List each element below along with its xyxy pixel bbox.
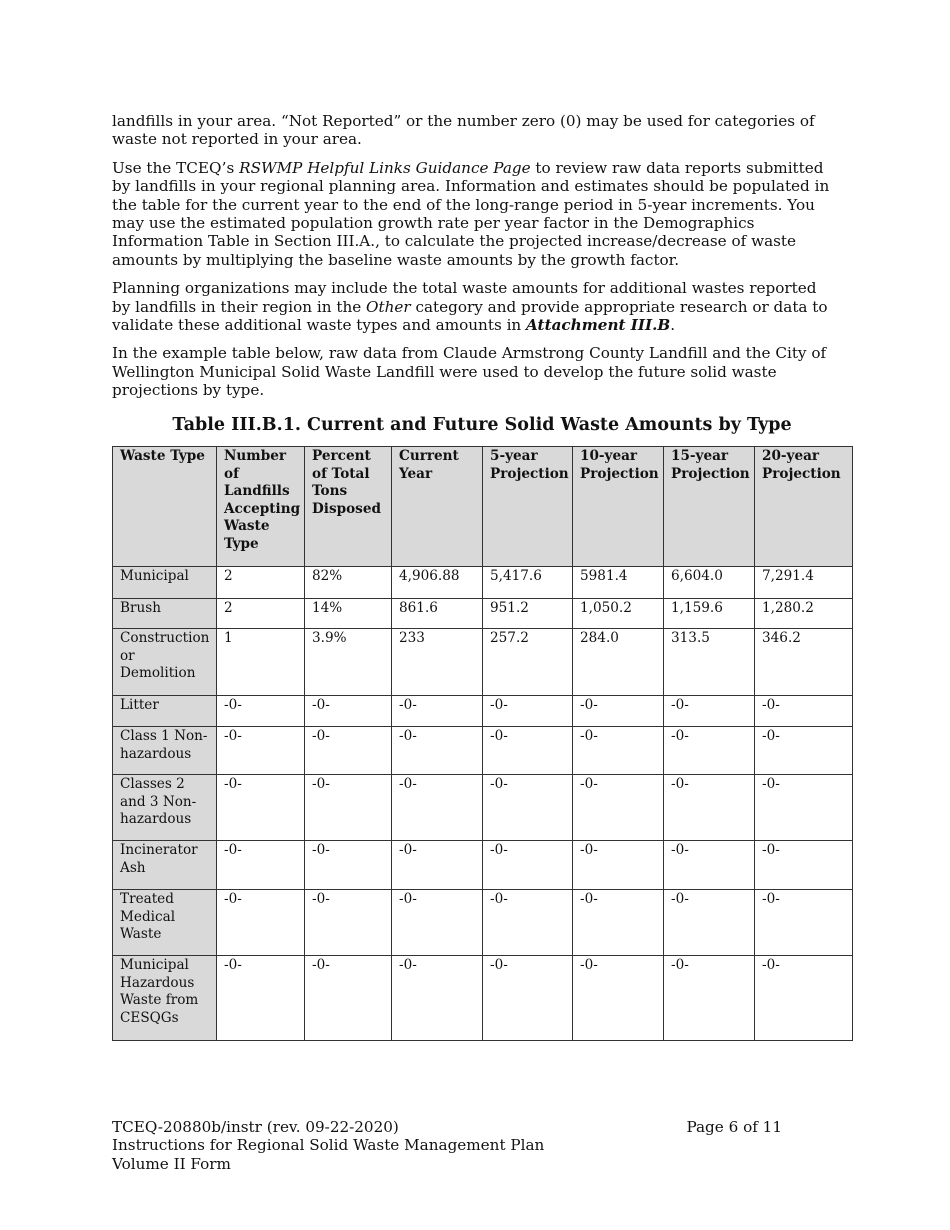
table-cell: 257.2 — [483, 629, 573, 696]
page-footer — [112, 1118, 782, 1173]
table-cell: -0- — [755, 727, 853, 775]
paragraph-1: landfills in your area. “Not Reported” or the number zero (0) may be used for categories of waste not reported in your area. — [112, 112, 815, 149]
waste-type-cell: Classes 2 and 3 Non-hazardous — [113, 775, 217, 841]
table-cell: 2 — [217, 567, 305, 599]
table-cell: -0- — [755, 841, 853, 890]
table-cell: -0- — [573, 727, 664, 775]
table-cell: -0- — [573, 696, 664, 727]
table-row — [113, 727, 853, 775]
table-cell: -0- — [217, 956, 305, 1041]
table-row — [113, 567, 853, 599]
paragraph-3 — [112, 279, 838, 334]
table-cell: -0- — [573, 775, 664, 841]
footer-title-line-1: Instructions for Regional Solid Waste Management Plan — [112, 1136, 545, 1155]
paragraph-2 — [112, 159, 838, 269]
table-cell: -0- — [573, 841, 664, 890]
table-cell: -0- — [483, 696, 573, 727]
guidance-page-link: RSWMP Helpful Links Guidance Page — [239, 158, 531, 177]
table-cell: -0- — [664, 890, 755, 956]
table-cell: -0- — [483, 890, 573, 956]
footer-title-line-2: Volume II Form — [112, 1154, 231, 1173]
table-cell: 861.6 — [392, 599, 483, 629]
table-cell: -0- — [483, 775, 573, 841]
table-cell: 7,291.4 — [755, 567, 853, 599]
waste-amounts-table — [112, 446, 853, 1041]
header-cell: Waste Type — [113, 447, 217, 567]
header-cell: 10-year Projection — [573, 447, 664, 567]
form-id: TCEQ-20880b/instr (rev. 09-22-2020) — [112, 1118, 399, 1136]
header-cell: 20-year Projection — [755, 447, 853, 567]
other-category-term: Other — [366, 297, 411, 316]
header-cell: Current Year — [392, 447, 483, 567]
table-cell: 346.2 — [755, 629, 853, 696]
table-cell: -0- — [392, 841, 483, 890]
table-cell: 1,159.6 — [664, 599, 755, 629]
header-cell: Number of Landfills Accepting Waste Type — [217, 447, 305, 567]
paragraph-4: In the example table below, raw data from Claude Armstrong County Landfill and the City of Wellington Municipal Solid Waste Landfill were used to develop the future solid waste projections by type. — [112, 344, 827, 400]
table-cell: -0- — [305, 775, 392, 841]
waste-type-cell: Brush — [113, 599, 217, 629]
waste-type-cell: Litter — [113, 696, 217, 727]
table-cell: 4,906.88 — [392, 567, 483, 599]
table-cell: -0- — [483, 956, 573, 1041]
table-cell: -0- — [573, 956, 664, 1041]
table-cell: -0- — [392, 696, 483, 727]
table-cell: 1,050.2 — [573, 599, 664, 629]
table-cell: 3.9% — [305, 629, 392, 696]
paragraph-2-text-a: Use the TCEQ’s — [112, 158, 240, 177]
waste-type-cell: Construction or Demolition — [113, 629, 217, 696]
table-cell: -0- — [664, 775, 755, 841]
table-cell: -0- — [664, 696, 755, 727]
table-cell: -0- — [217, 696, 305, 727]
waste-type-cell: Class 1 Non-hazardous — [113, 727, 217, 775]
table-cell: -0- — [217, 775, 305, 841]
table-cell: -0- — [392, 890, 483, 956]
header-cell: 5-year Projection — [483, 447, 573, 567]
table-cell: 1 — [217, 629, 305, 696]
table-title: Table III.B.1. Current and Future Solid Waste Amounts by Type — [172, 415, 792, 435]
table-row — [113, 956, 853, 1041]
table-cell: -0- — [755, 956, 853, 1041]
table-cell: -0- — [755, 890, 853, 956]
header-cell: 15-year Projection — [664, 447, 755, 567]
paragraph-3-text-c: . — [670, 316, 676, 335]
table-cell: -0- — [755, 696, 853, 727]
waste-type-cell: Municipal Hazardous Waste from CESQGs — [113, 956, 217, 1041]
table-row — [113, 775, 853, 841]
paragraph-3-text-b: category and provide appropriate research or data to validate these additional waste types and amounts in — [112, 297, 828, 335]
table-cell: -0- — [392, 956, 483, 1041]
table-cell: 5981.4 — [573, 567, 664, 599]
paragraph-2-text-b: to review raw data reports submitted by landfills in your regional planning area. Information and estimates should be populated in the table for the current year to the end of the long-range period in 5-year increments. You may use the estimated population growth rate per year factor in the Demographics Information Table in Section III.A., to calculate the projected increase/decrease of waste amounts by multiplying the baseline waste amounts by the growth factor. — [112, 158, 830, 269]
attachment-reference: Attachment III.B — [526, 316, 671, 335]
table-cell: 313.5 — [664, 629, 755, 696]
table-cell: -0- — [664, 956, 755, 1041]
header-cell: Percent of Total Tons Disposed — [305, 447, 392, 567]
table-cell: -0- — [305, 696, 392, 727]
table-row — [113, 841, 853, 890]
table-cell: -0- — [664, 727, 755, 775]
table-cell: -0- — [755, 775, 853, 841]
table-cell: 284.0 — [573, 629, 664, 696]
waste-type-cell: Municipal — [113, 567, 217, 599]
table-body — [113, 567, 853, 1041]
table-row — [113, 890, 853, 956]
table-cell: 5,417.6 — [483, 567, 573, 599]
table-cell: -0- — [305, 727, 392, 775]
table-cell: 1,280.2 — [755, 599, 853, 629]
table-cell: 951.2 — [483, 599, 573, 629]
table-row — [113, 629, 853, 696]
table-cell: -0- — [217, 841, 305, 890]
table-cell: -0- — [305, 956, 392, 1041]
table-row — [113, 599, 853, 629]
page-number: Page 6 of 11 — [686, 1118, 782, 1136]
paragraph-3-text-a: Planning organizations may include the total waste amounts for additional wastes reported by landfills in their region in the — [112, 279, 817, 316]
table-cell: 14% — [305, 599, 392, 629]
table-cell: -0- — [483, 727, 573, 775]
waste-type-cell: Incinerator Ash — [113, 841, 217, 890]
table-header-row — [113, 447, 853, 567]
table-row — [113, 696, 853, 727]
table-cell: 233 — [392, 629, 483, 696]
table-cell: -0- — [392, 775, 483, 841]
table-cell: -0- — [305, 841, 392, 890]
table-cell: -0- — [217, 890, 305, 956]
body-text — [112, 112, 838, 410]
table-cell: 2 — [217, 599, 305, 629]
table-cell: -0- — [392, 727, 483, 775]
waste-type-cell: Treated Medical Waste — [113, 890, 217, 956]
table-cell: -0- — [483, 841, 573, 890]
table-cell: -0- — [664, 841, 755, 890]
table-cell: -0- — [573, 890, 664, 956]
table-cell: 82% — [305, 567, 392, 599]
table-cell: 6,604.0 — [664, 567, 755, 599]
table-cell: -0- — [305, 890, 392, 956]
table-cell: -0- — [217, 727, 305, 775]
